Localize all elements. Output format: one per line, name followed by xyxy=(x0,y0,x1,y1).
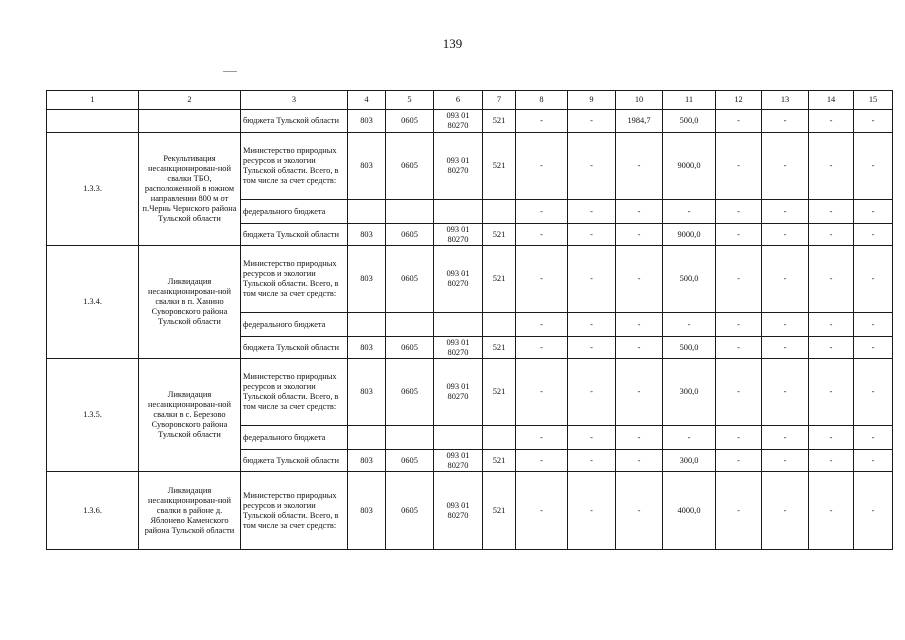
item-number-cell: 1.3.5. xyxy=(47,359,139,472)
funding-source-cell: бюджета Тульской области xyxy=(241,110,348,133)
value-cell: - xyxy=(516,472,568,550)
value-cell: 9000,0 xyxy=(663,133,716,200)
value-cell xyxy=(386,313,434,337)
value-cell: 9000,0 xyxy=(663,224,716,246)
value-cell: 0605 xyxy=(386,133,434,200)
value-cell: - xyxy=(616,450,663,472)
value-cell: - xyxy=(716,337,762,359)
column-number-row xyxy=(47,91,893,110)
col-number-cell: 13 xyxy=(762,91,809,110)
value-cell: - xyxy=(616,359,663,426)
table-row xyxy=(47,246,893,313)
value-cell: 803 xyxy=(348,110,386,133)
col-number-cell: 1 xyxy=(47,91,139,110)
value-cell: - xyxy=(616,313,663,337)
value-cell xyxy=(434,313,483,337)
value-cell: - xyxy=(762,110,809,133)
value-cell: - xyxy=(809,110,854,133)
value-cell: - xyxy=(568,472,616,550)
value-cell: - xyxy=(716,359,762,426)
value-cell: 500,0 xyxy=(663,110,716,133)
value-cell: 0605 xyxy=(386,224,434,246)
value-cell: - xyxy=(568,426,616,450)
funding-source-cell: федерального бюджета xyxy=(241,426,348,450)
value-cell: - xyxy=(854,426,893,450)
value-cell: - xyxy=(809,450,854,472)
value-cell: - xyxy=(516,246,568,313)
value-cell: - xyxy=(568,110,616,133)
value-cell: - xyxy=(716,224,762,246)
value-cell: - xyxy=(762,133,809,200)
value-cell: - xyxy=(762,337,809,359)
value-cell: - xyxy=(762,313,809,337)
value-cell: - xyxy=(716,246,762,313)
table-row xyxy=(47,472,893,550)
col-number-cell: 4 xyxy=(348,91,386,110)
value-cell: - xyxy=(854,200,893,224)
value-cell: - xyxy=(854,472,893,550)
value-cell: - xyxy=(568,337,616,359)
value-cell: 803 xyxy=(348,472,386,550)
funding-source-cell: федерального бюджета xyxy=(241,200,348,224)
value-cell: 803 xyxy=(348,359,386,426)
value-cell: 0605 xyxy=(386,110,434,133)
value-cell: - xyxy=(568,246,616,313)
value-cell: - xyxy=(809,133,854,200)
value-cell: 521 xyxy=(483,359,516,426)
value-cell: 093 01 80270 xyxy=(434,246,483,313)
funding-source-cell: бюджета Тульской области xyxy=(241,337,348,359)
value-cell: 803 xyxy=(348,450,386,472)
value-cell: - xyxy=(716,110,762,133)
value-cell: 500,0 xyxy=(663,337,716,359)
funding-source-cell: федерального бюджета xyxy=(241,313,348,337)
value-cell: 1984,7 xyxy=(616,110,663,133)
value-cell: - xyxy=(809,359,854,426)
value-cell: 093 01 80270 xyxy=(434,450,483,472)
value-cell xyxy=(348,426,386,450)
value-cell: - xyxy=(854,133,893,200)
value-cell xyxy=(434,426,483,450)
value-cell: - xyxy=(616,200,663,224)
value-cell: - xyxy=(616,246,663,313)
item-number-cell: 1.3.6. xyxy=(47,472,139,550)
funding-source-cell: Министерство природных ресурсов и экологии Тульской области. Всего, в том числе за счет средств: xyxy=(241,472,348,550)
value-cell: - xyxy=(616,337,663,359)
value-cell: - xyxy=(616,224,663,246)
value-cell: 803 xyxy=(348,246,386,313)
item-name-cell: Ликвидация несанкционирован-ной свалки в п. Ханино Суворовского района Тульской области xyxy=(139,246,241,359)
col-number-cell: 9 xyxy=(568,91,616,110)
table-row xyxy=(47,133,893,200)
value-cell: 093 01 80270 xyxy=(434,359,483,426)
value-cell: - xyxy=(716,450,762,472)
value-cell: - xyxy=(568,359,616,426)
scan-mark xyxy=(223,71,237,72)
value-cell: 0605 xyxy=(386,246,434,313)
value-cell: 093 01 80270 xyxy=(434,337,483,359)
value-cell: 521 xyxy=(483,450,516,472)
item-name-cell: Рекультивация несанкционирован-ной свалки ТБО, расположенной в южном направлении 800 м от п.Чернь Чернского района Тульской области xyxy=(139,133,241,246)
item-name-cell: Ликвидация несанкционирован-ной свалки в с. Березово Суворовского района Тульской области xyxy=(139,359,241,472)
value-cell: - xyxy=(762,426,809,450)
value-cell: - xyxy=(762,472,809,550)
value-cell: - xyxy=(809,313,854,337)
value-cell: - xyxy=(854,359,893,426)
value-cell: - xyxy=(516,313,568,337)
value-cell: - xyxy=(762,200,809,224)
value-cell: - xyxy=(663,313,716,337)
value-cell: - xyxy=(809,246,854,313)
item-name-cell xyxy=(139,110,241,133)
value-cell: - xyxy=(568,200,616,224)
value-cell xyxy=(348,313,386,337)
col-number-cell: 2 xyxy=(139,91,241,110)
col-number-cell: 8 xyxy=(516,91,568,110)
value-cell xyxy=(483,200,516,224)
value-cell: 4000,0 xyxy=(663,472,716,550)
value-cell: - xyxy=(516,133,568,200)
value-cell: 521 xyxy=(483,110,516,133)
value-cell: - xyxy=(516,359,568,426)
value-cell: - xyxy=(516,200,568,224)
value-cell: - xyxy=(809,200,854,224)
item-name-cell: Ликвидация несанкционирован-ной свалки в районе д. Яблонево Каменского района Тульской области xyxy=(139,472,241,550)
value-cell: 0605 xyxy=(386,359,434,426)
value-cell: - xyxy=(568,450,616,472)
value-cell: 521 xyxy=(483,133,516,200)
value-cell: - xyxy=(716,200,762,224)
item-number-cell xyxy=(47,110,139,133)
col-number-cell: 14 xyxy=(809,91,854,110)
value-cell: 0605 xyxy=(386,472,434,550)
value-cell: - xyxy=(516,110,568,133)
value-cell xyxy=(483,426,516,450)
budget-table xyxy=(46,90,893,550)
value-cell: - xyxy=(516,337,568,359)
value-cell: - xyxy=(716,472,762,550)
value-cell: 093 01 80270 xyxy=(434,224,483,246)
value-cell: - xyxy=(616,472,663,550)
value-cell: 500,0 xyxy=(663,246,716,313)
value-cell: - xyxy=(809,472,854,550)
value-cell: - xyxy=(762,359,809,426)
value-cell: - xyxy=(516,224,568,246)
funding-source-cell: бюджета Тульской области xyxy=(241,450,348,472)
value-cell: - xyxy=(616,133,663,200)
value-cell: 521 xyxy=(483,337,516,359)
value-cell: 803 xyxy=(348,224,386,246)
value-cell: - xyxy=(809,337,854,359)
value-cell: - xyxy=(616,426,663,450)
value-cell xyxy=(386,426,434,450)
col-number-cell: 6 xyxy=(434,91,483,110)
value-cell: - xyxy=(716,133,762,200)
value-cell: - xyxy=(762,246,809,313)
value-cell: 300,0 xyxy=(663,450,716,472)
value-cell: - xyxy=(516,450,568,472)
value-cell xyxy=(386,200,434,224)
value-cell: - xyxy=(568,133,616,200)
col-number-cell: 5 xyxy=(386,91,434,110)
value-cell: 093 01 80270 xyxy=(434,133,483,200)
funding-source-cell: Министерство природных ресурсов и экологии Тульской области. Всего, в том числе за счет средств: xyxy=(241,246,348,313)
value-cell: - xyxy=(762,450,809,472)
value-cell: - xyxy=(568,313,616,337)
value-cell: - xyxy=(716,426,762,450)
value-cell: 803 xyxy=(348,337,386,359)
value-cell: - xyxy=(854,246,893,313)
funding-source-cell: бюджета Тульской области xyxy=(241,224,348,246)
funding-source-cell: Министерство природных ресурсов и экологии Тульской области. Всего, в том числе за счет средств: xyxy=(241,133,348,200)
continuation-row xyxy=(47,110,893,133)
value-cell: 300,0 xyxy=(663,359,716,426)
item-number-cell: 1.3.3. xyxy=(47,133,139,246)
value-cell: - xyxy=(663,426,716,450)
value-cell: 803 xyxy=(348,133,386,200)
value-cell: - xyxy=(762,224,809,246)
value-cell xyxy=(483,313,516,337)
value-cell: 0605 xyxy=(386,337,434,359)
value-cell: - xyxy=(516,426,568,450)
item-number-cell: 1.3.4. xyxy=(47,246,139,359)
value-cell: 521 xyxy=(483,224,516,246)
table-row xyxy=(47,359,893,426)
page-number: 139 xyxy=(442,36,463,51)
value-cell: - xyxy=(568,224,616,246)
value-cell xyxy=(348,200,386,224)
col-number-cell: 11 xyxy=(663,91,716,110)
col-number-cell: 15 xyxy=(854,91,893,110)
value-cell: - xyxy=(809,224,854,246)
col-number-cell: 12 xyxy=(716,91,762,110)
value-cell: - xyxy=(854,224,893,246)
value-cell: 093 01 80270 xyxy=(434,110,483,133)
col-number-cell: 3 xyxy=(241,91,348,110)
value-cell: - xyxy=(809,426,854,450)
value-cell: 0605 xyxy=(386,450,434,472)
funding-source-cell: Министерство природных ресурсов и экологии Тульской области. Всего, в том числе за счет средств: xyxy=(241,359,348,426)
value-cell: 521 xyxy=(483,246,516,313)
value-cell: 521 xyxy=(483,472,516,550)
value-cell: - xyxy=(854,450,893,472)
value-cell: - xyxy=(716,313,762,337)
value-cell: - xyxy=(854,313,893,337)
value-cell: - xyxy=(663,200,716,224)
col-number-cell: 10 xyxy=(616,91,663,110)
value-cell: 093 01 80270 xyxy=(434,472,483,550)
value-cell: - xyxy=(854,110,893,133)
value-cell xyxy=(434,200,483,224)
value-cell: - xyxy=(854,337,893,359)
col-number-cell: 7 xyxy=(483,91,516,110)
